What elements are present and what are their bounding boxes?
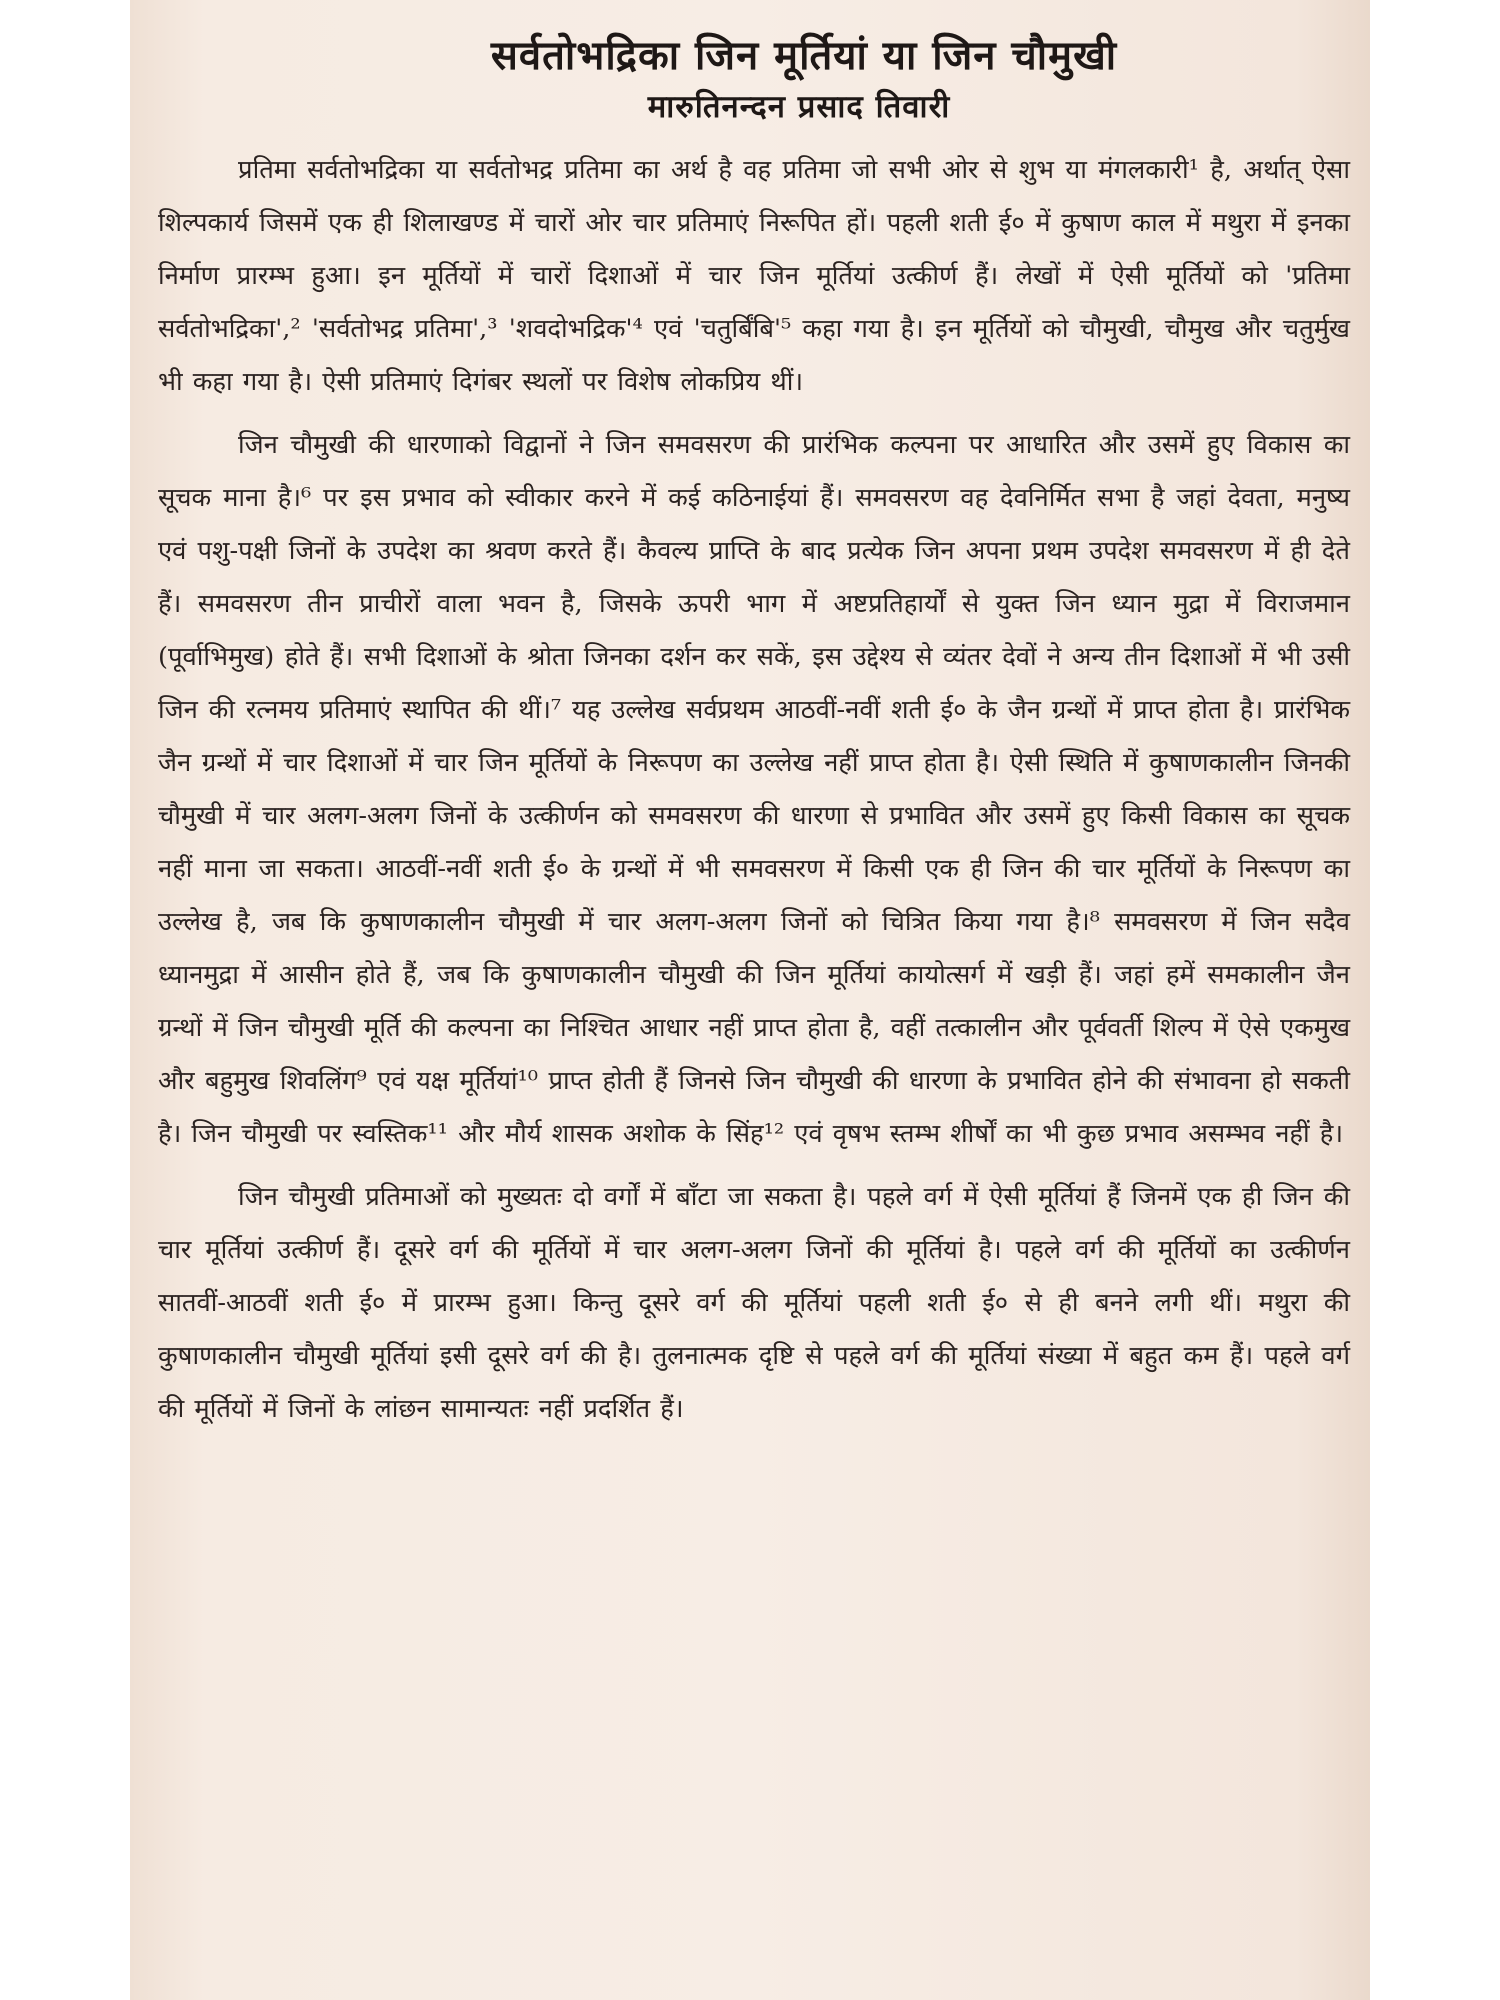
paragraph-1: प्रतिमा सर्वतोभद्रिका या सर्वतोभद्र प्रतिमा का अर्थ है वह प्रतिमा जो सभी ओर से शुभ या मंगलकारी¹ है, अर्थात् ऐसा शिल्पकार्य जिसमें एक ही शिलाखण्ड में चारों ओर चार प्रतिमाएं निरूपित हों। पहली शती ई० में कुषाण काल में मथुरा में इनका निर्माण प्रारम्भ हुआ। इन मूर्तियों में चारों दिशाओं में चार जिन मूर्तियां उत्कीर्ण हैं। लेखों में ऐसी मूर्तियों को 'प्रतिमा सर्वतोभद्रिका',² 'सर्वतोभद्र प्रतिमा',³ 'शवदोभद्रिक'⁴ एवं 'चतुर्बिंबि'⁵ कहा गया है। इन मूर्तियों को चौमुखी, चौमुख और चतुर्मुख भी कहा गया है। ऐसी प्रतिमाएं दिगंबर स्थलों पर विशेष लोकप्रिय थीं। [158, 155, 1350, 397]
scanned-page [130, 0, 1370, 2000]
article-title: सर्वतोभद्रिका जिन मूर्तियां या जिन चौमुखी [490, 33, 1118, 79]
paragraph-2: जिन चौमुखी की धारणाको विद्वानों ने जिन समवसरण की प्रारंभिक कल्पना पर आधारित और उसमें हुए विकास का सूचक माना है।⁶ पर इस प्रभाव को स्वीकार करने में कई कठिनाईयां हैं। समवसरण वह देवनिर्मित सभा है जहां देवता, मनुष्य एवं पशु-पक्षी जिनों के उपदेश का श्रवण करते हैं। कैवल्य प्राप्ति के बाद प्रत्येक जिन अपना प्रथम उपदेश समवसरण में ही देते हैं। समवसरण तीन प्राचीरों वाला भवन है, जिसके ऊपरी भाग में अष्टप्रतिहार्यों से युक्त जिन ध्यान मुद्रा में विराजमान (पूर्वाभिमुख) होते हैं। सभी दिशाओं के श्रोता जिनका दर्शन कर सकें, इस उद्देश्य से व्यंतर देवों ने अन्य तीन दिशाओं में भी उसी जिन की रत्नमय प्रतिमाएं स्थापित की थीं।⁷ यह उल्लेख सर्वप्रथम आठवीं-नवीं शती ई० के जैन ग्रन्थों में प्राप्त होता है। प्रारंभिक जैन ग्रन्थों में चार दिशाओं में चार जिन मूर्तियों के निरूपण का उल्लेख नहीं प्राप्त होता है। ऐसी स्थिति में कुषाणकालीन जिनकी चौमुखी में चार अलग-अलग जिनों के उत्कीर्णन को समवसरण की धारणा से प्रभावित और उसमें हुए किसी विकास का सूचक नहीं माना जा सकता। आठवीं-नवीं शती ई० के ग्रन्थों में भी समवसरण में किसी एक ही जिन की चार मूर्तियों के निरूपण का उल्लेख है, जब कि कुषाणकालीन चौमुखी में चार अलग-अलग जिनों को चित्रित किया गया है।⁸ समवसरण में जिन सदैव ध्यानमुद्रा में आसीन होते हैं, जब कि कुषाणकालीन चौमुखी की जिन मूर्तियां कायोत्सर्ग में खड़ी हैं। जहां हमें समकालीन जैन ग्रन्थों में जिन चौमुखी मूर्ति की कल्पना का निश्चित आधार नहीं प्राप्त होता है, वहीं तत्कालीन और पूर्ववर्ती शिल्प में ऐसे एकमुख और बहुमुख शिवलिंग⁹ एवं यक्ष मूर्तियां¹⁰ प्राप्त होती हैं जिनसे जिन चौमुखी की धारणा के प्रभावित होने की संभावना हो सकती है। जिन चौमुखी पर स्वस्तिक¹¹ और मौर्य शासक अशोक के सिंह¹² एवं वृषभ स्तम्भ शीर्षों का भी कुछ प्रभाव असम्भव नहीं है। [158, 430, 1350, 1149]
article-body [158, 144, 1350, 1436]
article-author: मारुतिनन्दन प्रसाद तिवारी [647, 89, 951, 125]
paragraph-3: जिन चौमुखी प्रतिमाओं को मुख्यतः दो वर्गों में बाँटा जा सकता है। पहले वर्ग में ऐसी मूर्तियां हैं जिनमें एक ही जिन की चार मूर्तियां उत्कीर्ण हैं। दूसरे वर्ग की मूर्तियों में चार अलग-अलग जिनों की मूर्तियां है। पहले वर्ग की मूर्तियों का उत्कीर्णन सातवीं-आठवीं शती ई० में प्रारम्भ हुआ। किन्तु दूसरे वर्ग की मूर्तियां पहली शती ई० से ही बनने लगी थीं। मथुरा की कुषाणकालीन चौमुखी मूर्तियां इसी दूसरे वर्ग की है। तुलनात्मक दृष्टि से पहले वर्ग की मूर्तियां संख्या में बहुत कम हैं। पहले वर्ग की मूर्तियों में जिनों के लांछन सामान्यतः नहीं प्रदर्शित हैं। [158, 1182, 1350, 1424]
